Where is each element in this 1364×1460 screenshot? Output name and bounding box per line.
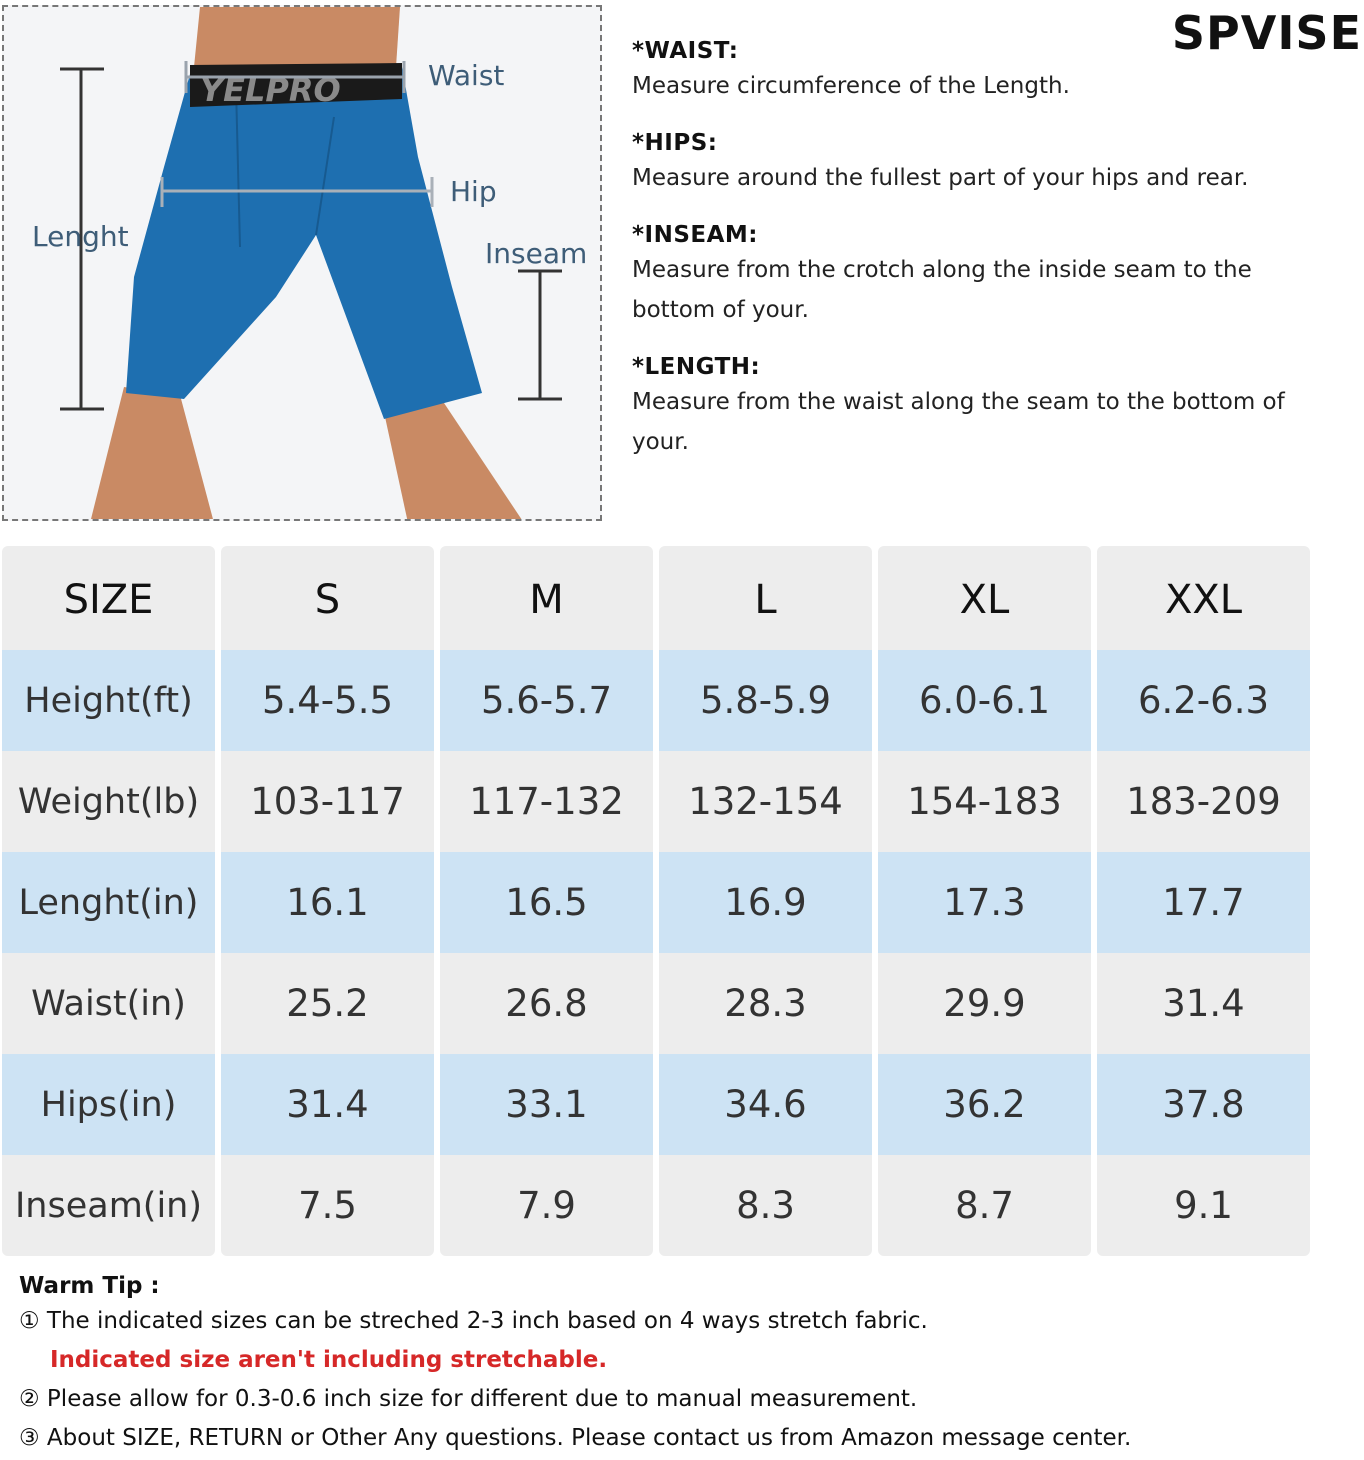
tip-3: ③ About SIZE, RETURN or Other Any questions. Please contact us from Amazon message center. [19, 1425, 1132, 1451]
table-cell: 6.2-6.3 [1097, 650, 1310, 751]
tip-1-warning: Indicated size aren't including stretchable. [50, 1347, 608, 1373]
table-cell: 132-154 [659, 751, 872, 852]
table-row-length [2, 852, 1310, 953]
table-cell: 31.4 [221, 1054, 434, 1155]
header-cell-xl: XL [878, 546, 1091, 650]
table-cell: 25.2 [221, 953, 434, 1054]
header-cell-l: L [659, 546, 872, 650]
definition-length [632, 352, 1332, 462]
table-cell: 7.5 [221, 1155, 434, 1256]
table-cell: 5.8-5.9 [659, 650, 872, 751]
waist-label: Waist [428, 59, 505, 92]
header-cell-m: M [440, 546, 653, 650]
table-row-hips [2, 1054, 1310, 1155]
length-label: Lenght [32, 220, 129, 253]
table-cell: 36.2 [878, 1054, 1091, 1155]
brand-logo: SPVISE [1171, 6, 1362, 60]
definition-inseam [632, 220, 1332, 330]
table-cell: 117-132 [440, 751, 653, 852]
table-cell: 17.3 [878, 852, 1091, 953]
header-cell-size: SIZE [2, 546, 215, 650]
table-cell: 33.1 [440, 1054, 653, 1155]
definition-text: Measure from the waist along the seam to the bottom of your. [632, 389, 1285, 455]
measurement-definitions [632, 36, 1332, 484]
definition-waist [632, 36, 1332, 106]
definition-title: *INSEAM: [632, 222, 758, 248]
tip-1: ① The indicated sizes can be streched 2-3 inch based on 4 ways stretch fabric. [19, 1308, 928, 1334]
table-cell: 183-209 [1097, 751, 1310, 852]
row-label: Weight(lb) [2, 751, 215, 852]
row-label: Waist(in) [2, 953, 215, 1054]
inseam-label: Inseam [485, 237, 588, 270]
tip-2: ② Please allow for 0.3-0.6 inch size for different due to manual measurement. [19, 1386, 918, 1412]
table-cell: 37.8 [1097, 1054, 1310, 1155]
measurement-illustration [2, 5, 602, 521]
hip-label: Hip [450, 175, 497, 208]
definition-hips [632, 128, 1332, 198]
definition-title: *HIPS: [632, 130, 718, 156]
definition-text: Measure circumference of the Length. [632, 73, 1070, 99]
table-cell: 8.7 [878, 1155, 1091, 1256]
definition-text: Measure from the crotch along the inside seam to the bottom of your. [632, 257, 1252, 323]
table-cell: 103-117 [221, 751, 434, 852]
size-chart-table [2, 546, 1310, 1256]
warm-tips [19, 1270, 1349, 1458]
table-row-height [2, 650, 1310, 751]
definition-title: *WAIST: [632, 38, 739, 64]
table-cell: 9.1 [1097, 1155, 1310, 1256]
table-header-row [2, 546, 1310, 650]
table-cell: 7.9 [440, 1155, 653, 1256]
row-label: Hips(in) [2, 1054, 215, 1155]
table-cell: 31.4 [1097, 953, 1310, 1054]
definition-text: Measure around the fullest part of your hips and rear. [632, 165, 1249, 191]
row-label: Lenght(in) [2, 852, 215, 953]
table-cell: 26.8 [440, 953, 653, 1054]
table-cell: 29.9 [878, 953, 1091, 1054]
table-cell: 154-183 [878, 751, 1091, 852]
waistband-logo: YELPRO [200, 71, 341, 109]
table-row-inseam [2, 1155, 1310, 1256]
header-cell-xxl: XXL [1097, 546, 1310, 650]
tips-title: Warm Tip : [19, 1273, 160, 1299]
table-cell: 16.5 [440, 852, 653, 953]
table-cell: 8.3 [659, 1155, 872, 1256]
table-cell: 5.4-5.5 [221, 650, 434, 751]
table-cell: 34.6 [659, 1054, 872, 1155]
row-label: Height(ft) [2, 650, 215, 751]
table-cell: 5.6-5.7 [440, 650, 653, 751]
table-cell: 6.0-6.1 [878, 650, 1091, 751]
table-cell: 16.1 [221, 852, 434, 953]
header-cell-s: S [221, 546, 434, 650]
definition-title: *LENGTH: [632, 354, 761, 380]
table-cell: 16.9 [659, 852, 872, 953]
table-row-weight [2, 751, 1310, 852]
row-label: Inseam(in) [2, 1155, 215, 1256]
table-row-waist [2, 953, 1310, 1054]
table-cell: 17.7 [1097, 852, 1310, 953]
table-cell: 28.3 [659, 953, 872, 1054]
